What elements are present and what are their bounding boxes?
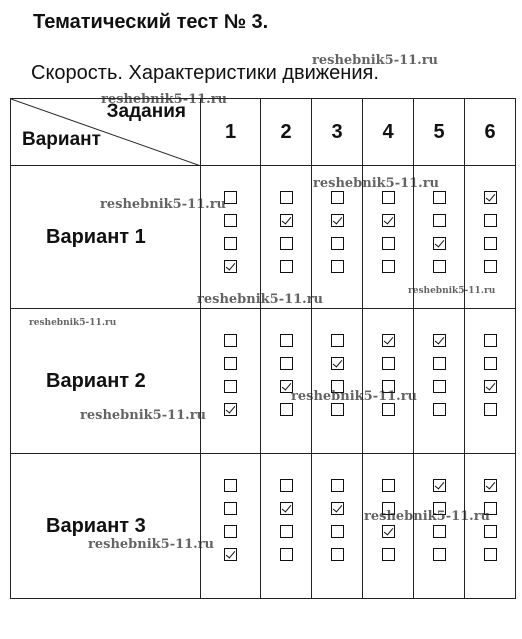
checkbox-checked[interactable] <box>331 502 344 515</box>
checkbox-checked[interactable] <box>224 403 237 416</box>
answer-cell <box>201 309 261 454</box>
checkbox-checked[interactable] <box>280 380 293 393</box>
watermark: reshebnik5-11.ru <box>197 292 324 307</box>
checkbox-empty[interactable] <box>382 479 395 492</box>
checkbox-empty[interactable] <box>280 191 293 204</box>
checkbox-empty[interactable] <box>280 334 293 347</box>
task-number: 1 <box>201 99 261 166</box>
answer-cell <box>363 166 414 309</box>
checkbox-empty[interactable] <box>280 403 293 416</box>
checkbox-empty[interactable] <box>433 403 446 416</box>
watermark: reshebnik5-11.ru <box>313 176 440 191</box>
checkbox-empty[interactable] <box>382 191 395 204</box>
checkbox-empty[interactable] <box>484 502 497 515</box>
checkbox-empty[interactable] <box>382 380 395 393</box>
checkbox-empty[interactable] <box>331 403 344 416</box>
checkbox-empty[interactable] <box>224 502 237 515</box>
checkbox-empty[interactable] <box>331 237 344 250</box>
checkbox-empty[interactable] <box>484 237 497 250</box>
checkbox-empty[interactable] <box>433 525 446 538</box>
answer-cell <box>261 309 312 454</box>
checkbox-empty[interactable] <box>331 479 344 492</box>
variant-row <box>11 309 516 454</box>
answer-cell <box>465 309 516 454</box>
checkbox-empty[interactable] <box>224 334 237 347</box>
checkbox-empty[interactable] <box>484 403 497 416</box>
checkbox-checked[interactable] <box>224 548 237 561</box>
checkbox-empty[interactable] <box>224 357 237 370</box>
checkbox-checked[interactable] <box>224 260 237 273</box>
checkbox-empty[interactable] <box>433 548 446 561</box>
checkbox-checked[interactable] <box>433 334 446 347</box>
checkbox-empty[interactable] <box>382 502 395 515</box>
checkbox-checked[interactable] <box>331 214 344 227</box>
answer-cell <box>201 454 261 599</box>
watermark: reshebnik5-11.ru <box>101 92 228 107</box>
variant-label: Вариант <box>22 129 101 150</box>
checkbox-empty[interactable] <box>382 237 395 250</box>
answer-cell <box>363 454 414 599</box>
checkbox-empty[interactable] <box>382 260 395 273</box>
watermark: reshebnik5-11.ru <box>408 286 496 296</box>
task-number: 2 <box>261 99 312 166</box>
checkbox-empty[interactable] <box>382 357 395 370</box>
checkbox-empty[interactable] <box>331 191 344 204</box>
answer-cell <box>465 454 516 599</box>
task-number: 4 <box>363 99 414 166</box>
checkbox-checked[interactable] <box>433 237 446 250</box>
checkbox-empty[interactable] <box>280 548 293 561</box>
task-number: 3 <box>312 99 363 166</box>
checkbox-checked[interactable] <box>484 479 497 492</box>
checkbox-empty[interactable] <box>331 260 344 273</box>
answer-table <box>10 98 516 599</box>
checkbox-empty[interactable] <box>484 357 497 370</box>
watermark: reshebnik5-11.ru <box>364 509 491 524</box>
checkbox-empty[interactable] <box>382 548 395 561</box>
checkbox-empty[interactable] <box>280 260 293 273</box>
watermark: reshebnik5-11.ru <box>29 318 117 328</box>
tasks-label: Задания <box>106 101 186 122</box>
task-number: 5 <box>414 99 465 166</box>
watermark: reshebnik5-11.ru <box>291 389 418 404</box>
checkbox-empty[interactable] <box>331 334 344 347</box>
test-title: Тематический тест № 3. <box>33 11 269 33</box>
watermark: reshebnik5-11.ru <box>88 537 215 552</box>
answer-cell <box>414 166 465 309</box>
checkbox-empty[interactable] <box>484 260 497 273</box>
checkbox-empty[interactable] <box>280 525 293 538</box>
checkbox-checked[interactable] <box>484 191 497 204</box>
checkbox-checked[interactable] <box>382 334 395 347</box>
checkbox-empty[interactable] <box>433 260 446 273</box>
checkbox-empty[interactable] <box>280 237 293 250</box>
checkbox-checked[interactable] <box>484 380 497 393</box>
checkbox-empty[interactable] <box>433 380 446 393</box>
checkbox-empty[interactable] <box>433 502 446 515</box>
checkbox-empty[interactable] <box>331 380 344 393</box>
checkbox-empty[interactable] <box>224 237 237 250</box>
task-number: 6 <box>465 99 516 166</box>
watermark: reshebnik5-11.ru <box>312 53 439 68</box>
checkbox-empty[interactable] <box>280 357 293 370</box>
answer-cell <box>261 166 312 309</box>
checkbox-empty[interactable] <box>433 357 446 370</box>
answer-cell <box>312 309 363 454</box>
checkbox-checked[interactable] <box>280 214 293 227</box>
checkbox-checked[interactable] <box>382 525 395 538</box>
test-subtitle: Скорость. Характеристики движения. <box>31 62 379 84</box>
checkbox-empty[interactable] <box>433 214 446 227</box>
checkbox-empty[interactable] <box>280 479 293 492</box>
checkbox-checked[interactable] <box>433 479 446 492</box>
checkbox-empty[interactable] <box>331 548 344 561</box>
checkbox-empty[interactable] <box>224 191 237 204</box>
corner-cell <box>11 99 201 166</box>
answer-cell <box>261 454 312 599</box>
checkbox-empty[interactable] <box>484 525 497 538</box>
checkbox-checked[interactable] <box>280 502 293 515</box>
checkbox-empty[interactable] <box>382 403 395 416</box>
checkbox-checked[interactable] <box>382 214 395 227</box>
checkbox-empty[interactable] <box>331 525 344 538</box>
checkbox-empty[interactable] <box>433 191 446 204</box>
answer-cell <box>363 309 414 454</box>
answer-cell <box>312 454 363 599</box>
watermark: reshebnik5-11.ru <box>100 197 227 212</box>
checkbox-empty[interactable] <box>224 380 237 393</box>
checkbox-empty[interactable] <box>484 334 497 347</box>
answer-cell <box>465 166 516 309</box>
answer-cell <box>414 309 465 454</box>
variant-row <box>11 166 516 309</box>
checkbox-empty[interactable] <box>484 548 497 561</box>
answer-cell <box>312 166 363 309</box>
checkbox-empty[interactable] <box>484 214 497 227</box>
checkbox-checked[interactable] <box>331 357 344 370</box>
watermark: reshebnik5-11.ru <box>80 408 207 423</box>
answer-cell <box>414 454 465 599</box>
checkbox-empty[interactable] <box>224 525 237 538</box>
variant-name: Вариант 1 <box>11 166 201 309</box>
variant-name: Вариант 3 <box>11 454 201 599</box>
header-row <box>11 99 516 166</box>
answer-cell <box>201 166 261 309</box>
checkbox-empty[interactable] <box>224 479 237 492</box>
variant-row <box>11 454 516 599</box>
variant-name: Вариант 2 <box>11 309 201 454</box>
checkbox-empty[interactable] <box>224 214 237 227</box>
